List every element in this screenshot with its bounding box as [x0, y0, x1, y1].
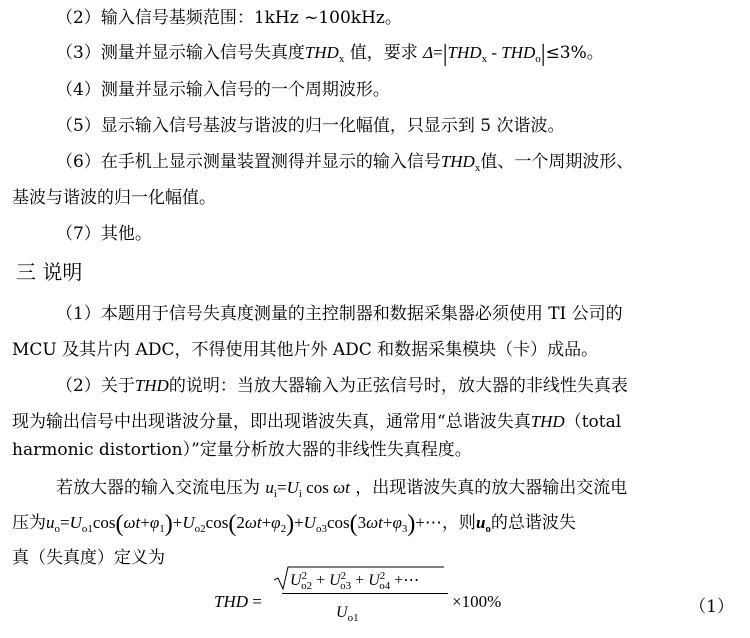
thd-eq-lhs: THD = [214, 592, 262, 611]
para-2-text-a: 压为 [12, 513, 46, 533]
thd-x-symbol-2: $THD_x$ [440, 152, 481, 174]
thd-equation [214, 566, 734, 638]
para-1-text-a: 若放大器的输入交流电压为 [56, 478, 260, 498]
item-7 [0, 224, 750, 244]
para-2-text-c: 的总谐波失 [490, 513, 576, 533]
output-voltage-formula: $u_o=U_{o1}\cos(\omega t+\varphi_1)+U_{o2}\cos(2\omega t+\varphi_2)+U_{o3}\cos(3\omega t+\varphi_3)+\cdots$ [46, 511, 442, 537]
equation-number: （1） [689, 597, 734, 617]
para-2-text-b: ，则 [441, 513, 476, 533]
note-2-cont2 [0, 440, 750, 460]
thd-x-symbol: $THD_x$ [304, 43, 345, 65]
note-1-text-b: MCU 及其片内 ADC，不得使用其他片外 ADC 和数据采集模块（卡）成品。 [12, 340, 599, 360]
note-2-text-e: harmonic distortion）”定量分析放大器的非线性失真程度。 [12, 440, 472, 460]
item-7-text: （7）其他。 [56, 224, 152, 244]
note-1-cont [0, 340, 750, 360]
section-heading [16, 262, 750, 282]
note-2-text-c: 现为输出信号中出现谐波分量，即出现谐波失真，通常用“总谐波失真 [12, 412, 531, 432]
para-2 [0, 511, 750, 537]
item-5-text: （5）显示输入信号基波与谐波的归一化幅值，只显示到 5 次谐波。 [56, 116, 565, 136]
thd-symbol: THD [134, 376, 169, 395]
item-6-text-b: 值、一个周期波形、 [480, 152, 634, 172]
item-4 [0, 80, 750, 100]
para-3 [0, 548, 750, 568]
section-heading-text: 三 说明 [16, 260, 83, 284]
note-1 [0, 304, 750, 324]
item-2 [0, 8, 750, 28]
para-1 [0, 478, 750, 498]
thd-symbol-2: THD [530, 412, 565, 431]
input-voltage-formula: $u_i=U_i$ cos ωt [265, 478, 350, 500]
item-6 [0, 152, 750, 172]
item-5 [0, 116, 750, 136]
note-1-text-a: （1）本题用于信号失真度测量的主控制器和数据采集器必须使用 TI 公司的 [56, 304, 623, 324]
item-2-text: （2）输入信号基频范围：1kHz ~100kHz。 [56, 8, 402, 28]
item-3-text-b: 值，要求 [349, 43, 418, 63]
note-2-text-b: 的说明：当放大器输入为正弦信号时，放大器的非线性失真表 [168, 376, 628, 396]
item-3-text-c: ≤3%。 [545, 43, 604, 63]
note-2 [0, 376, 750, 396]
para-3-text: 真（失真度）定义为 [12, 548, 165, 568]
thd-denominator: $U_{o1}$ [336, 604, 359, 624]
item-6-text-c: 基波与谐波的归一化幅值。 [12, 188, 216, 208]
note-2-text-d: （total [564, 412, 622, 432]
fraction-bar [282, 593, 448, 594]
requirement-formula: $\Delta=|THD_x - THD_o|$ [423, 41, 546, 67]
item-6-cont [0, 188, 750, 208]
para-1-text-b: ，出现谐波失真的放大器输出交流电 [355, 478, 628, 498]
item-3 [0, 41, 750, 67]
item-4-text: （4）测量并显示输入信号的一个周期波形。 [56, 80, 390, 100]
uo-symbol: $u_o$ [475, 513, 491, 535]
note-2-text-a: （2）关于 [56, 376, 135, 396]
thd-percent: ×100% [452, 592, 502, 611]
item-6-text-a: （6）在手机上显示测量装置测得并显示的输入信号 [56, 152, 441, 172]
thd-numerator: $U^2_{o2} + U^2_{o3} + U^2_{o4}$ +⋯ [290, 570, 420, 592]
note-2-cont [0, 412, 750, 432]
item-3-text-a: （3）测量并显示输入信号失真度 [56, 43, 305, 63]
